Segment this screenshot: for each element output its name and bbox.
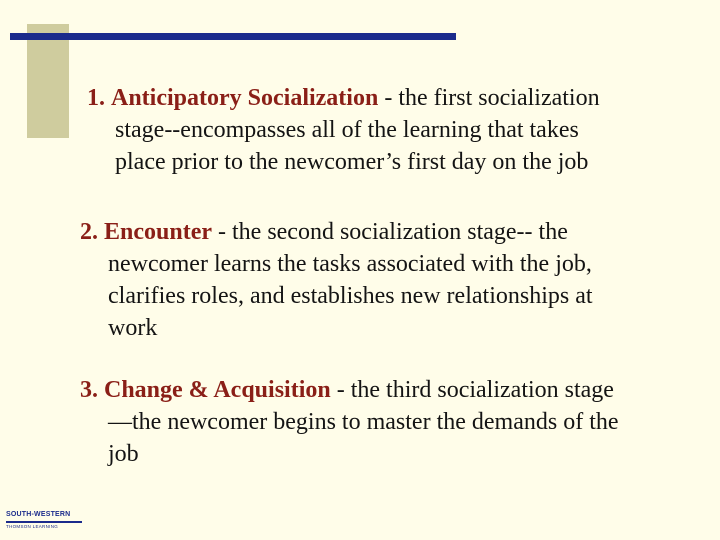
stage-item-2-term: Encounter: [104, 219, 212, 245]
publisher-logo-line-2: THOMSON LEARNING: [6, 524, 59, 529]
stage-item-2-line-2: newcomer learns the tasks associated with the job,: [108, 251, 592, 277]
stage-item-1-number: 1.: [87, 85, 105, 111]
stage-item-1-term: Anticipatory Socialization: [111, 85, 379, 111]
stage-item-3: [80, 374, 619, 470]
stage-item-2-line-4: work: [108, 315, 158, 341]
publisher-logo-line-1: SOUTH-WESTERN: [6, 511, 71, 518]
stage-item-1-line-2: stage--encompasses all of the learning that takes: [115, 117, 579, 143]
title-rule-line: [10, 33, 456, 40]
stage-item-1-first-line: [87, 82, 600, 114]
stage-item-1: [87, 82, 600, 178]
stage-item-3-line-3: job: [108, 441, 139, 467]
stage-item-3-number: 3.: [80, 377, 98, 403]
stage-item-3-first-line: [80, 374, 619, 406]
decorative-accent-bar: [27, 24, 69, 138]
stage-item-2-line-1: - the second socialization stage-- the: [212, 219, 568, 245]
stage-item-1-line-3: place prior to the newcomer’s first day on the job: [115, 149, 589, 175]
stage-item-2: [80, 216, 593, 344]
stage-item-2-first-line: [80, 216, 593, 248]
stage-item-3-term: Change & Acquisition: [104, 377, 331, 403]
stage-item-3-line-1: - the third socialization stage: [330, 377, 614, 403]
stage-item-3-line-2: —the newcomer begins to master the demands of the: [108, 409, 619, 435]
publisher-logo-bar: [6, 521, 82, 523]
publisher-logo: [6, 511, 84, 533]
stage-item-2-number: 2.: [80, 219, 98, 245]
stage-item-2-line-3: clarifies roles, and establishes new relationships at: [108, 283, 593, 309]
stage-item-1-line-1: - the first socialization: [378, 85, 600, 111]
